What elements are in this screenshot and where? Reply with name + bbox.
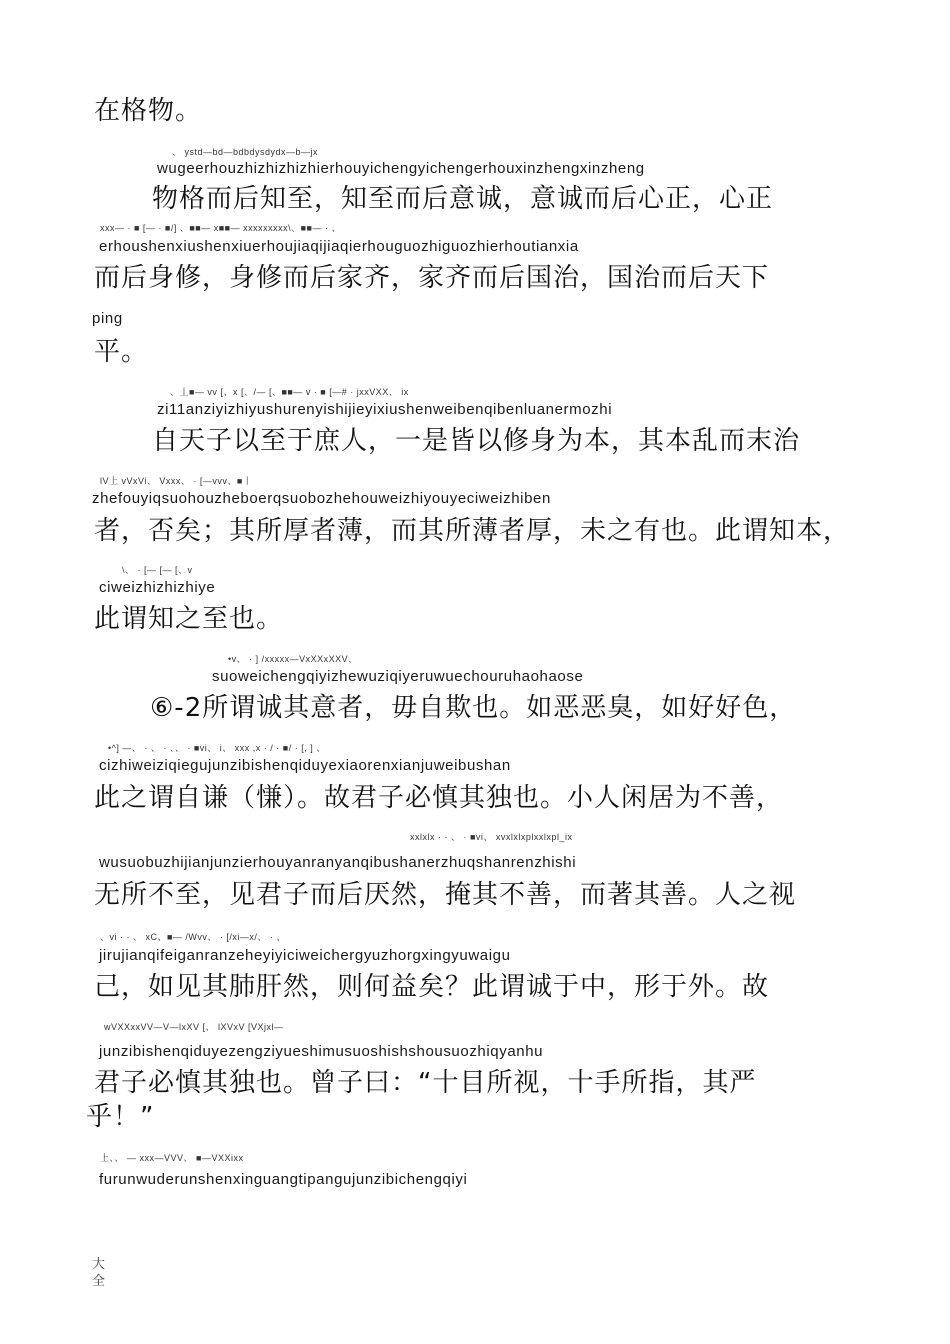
ocr-noise-line: •v、 · ] /xxxxx—VxXXxXXV、: [228, 654, 358, 664]
ocr-noise-line: lV上 vVxVi、 Vxxx、 · [—vvv、■丨: [100, 476, 253, 486]
pinyin-line: erhoushenxiushenxiuerhoujiaqijiaqierhouguozhiguozhierhoutianxia: [99, 238, 579, 255]
ocr-noise-line: \、 · [— [— [、v: [122, 565, 193, 575]
ocr-noise-line: xxx— · ■ [— · ■/] 、■■— x■■— xxxxxxxxx\、■■— · 、: [100, 223, 341, 233]
pinyin-line: junzibishenqiduyezengziyueshimusuoshishshousuozhiqyanhu: [99, 1043, 544, 1060]
text-line: 己，如见其肺肝然，则何益矣？此谓诚于中，形于外。故: [94, 972, 770, 1002]
ocr-noise-line: 上、、 — xxx—VVV、 ■—VXXixx: [100, 1153, 244, 1163]
text-line: 者，否矣；其所厚者薄，而其所薄者厚，未之有也。此谓知本，: [94, 516, 851, 546]
footer-char: 全: [92, 1274, 106, 1289]
text-line: 君子必慎其独也。曾子曰：“十目所视，十手所指，其严: [94, 1068, 757, 1098]
text-line: ⑥-2所谓诚其意者，毋自欺也。如恶恶臭，如好好色，: [150, 693, 797, 723]
text-line: 在格物。: [94, 96, 203, 126]
text-line: 乎！”: [86, 1102, 155, 1132]
text-line: 自天子以至于庶人，一是皆以修身为本，其本乱而末治: [152, 426, 801, 456]
ocr-noise-line: 、 ystd—bd—bdbdysdydx—b—jx: [172, 147, 319, 157]
text-line: 平。: [94, 337, 149, 367]
text-line: 物格而后知至，知至而后意诚，意诚而后心正，心正: [152, 184, 774, 214]
pinyin-line: furunwuderunshenxinguangtipangujunzibichengqiyi: [99, 1171, 468, 1188]
ocr-noise-line: •^] —、 · 、 · 、、 · ■vi、 i、 xxx ,x · / · ■/ · [, ] 、: [108, 743, 326, 753]
text-line: 此谓知之至也。: [94, 604, 284, 634]
pinyin-line: zi11anziyizhiyushurenyishijieyixiushenweibenqibenluanermozhi: [157, 401, 613, 418]
pinyin-line: zhefouyiqsuohouzheboerqsuobozhehouweizhiyouyeciweizhiben: [92, 490, 551, 507]
footer-char: 大: [92, 1257, 106, 1272]
pinyin-line: ping: [92, 310, 123, 327]
ocr-noise-line: 、vi · · 、 xC、■— /Wvv、 · [/xi—x/、 · 、: [100, 932, 286, 942]
ocr-noise-line: wVXXxxVV—V—lxXV [、 lXVxV [VXjxl—: [104, 1022, 284, 1032]
text-line: 而后身修，身修而后家齐，家齐而后国治，国治而后天下: [94, 263, 770, 293]
pinyin-line: wugeerhouzhizhizhizhierhouyichengyichengerhouxinzhengxinzheng: [157, 160, 645, 177]
pinyin-line: cizhiweiziqiegujunzibishenqiduyexiaorenxianjuweibushan: [99, 757, 511, 774]
pinyin-line: ciweizhizhizhiye: [99, 579, 216, 596]
pinyin-line: jirujianqifeiganranzeheyiyiciweichergyuzhorgxingyuwaigu: [99, 947, 511, 964]
text-line: 无所不至，见君子而后厌然，掩其不善，而著其善。人之视: [94, 880, 797, 910]
text-line: 此之谓自谦（慊）。故君子必慎其独也。小人闲居为不善，: [94, 783, 784, 813]
pinyin-line: suoweichengqiyizhewuziqiyeruwuechouruhaohaose: [212, 668, 584, 685]
ocr-noise-line: 、丄■— vv [、x [、/— [、■■— v · ■ [—# · jxxVXX、 ix: [170, 387, 409, 397]
ocr-noise-line: xxlxlx · · 、 · ■vi、 xvxlxlxplxxlxpl_ix: [410, 832, 573, 842]
pinyin-line: wusuobuzhijianjunzierhouyanranyanqibushanerzhuqshanrenzhishi: [99, 854, 577, 871]
